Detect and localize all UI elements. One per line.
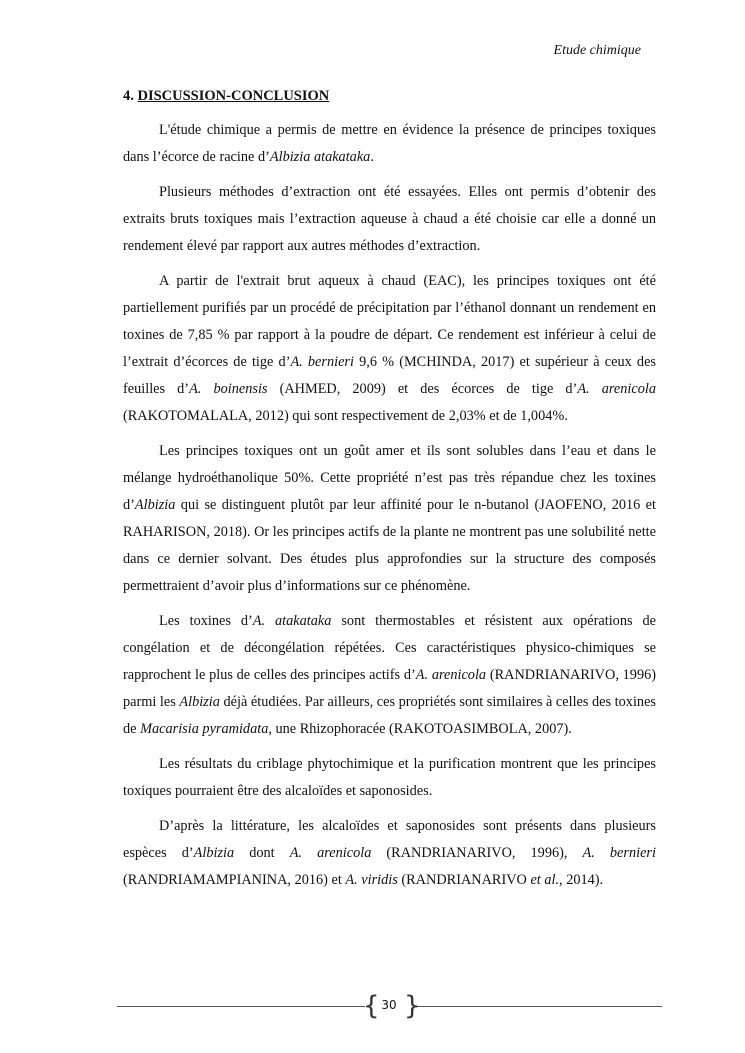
body-text	[123, 117, 656, 902]
species-name: A. atakataka	[252, 613, 332, 629]
text-run: Les principes toxiques ont un goût amer et ils sont solubles dans l’eau et dans le mélange hydroéthanolique 50%. Cette propriété n’est pas très répandue chez les toxines d’	[123, 443, 656, 513]
text-run: qui se distinguent plutôt par leur affinité pour le n-butanol (JAOFENO, 2016 et RAHARISON, 2018). Or les principes actifs de la plante ne montrent pas une solubilité nette dans ce dernier solvant. Des études plus approfondies sur la structure des composés permettraient d’avoir plus d’informations sur ce phénomène.	[123, 497, 656, 594]
text-run: (RANDRIANARIVO	[397, 872, 531, 888]
citation-et-al: et al.,	[530, 872, 563, 888]
text-run: Les résultats du criblage phytochimique et la purification montrent que les principes toxiques pourraient être des alcaloïdes et saponosides.	[123, 756, 656, 799]
species-name: Albizia atakataka	[269, 149, 371, 165]
paragraph-2	[123, 179, 656, 260]
paragraph-7	[123, 813, 656, 894]
paragraph-5	[123, 608, 656, 743]
species-name: Albizia	[134, 497, 176, 513]
section-number: 4.	[123, 88, 138, 104]
text-run: déjà étudiées. Par ailleurs, ces propriétés sont similaires à celles des toxines de	[123, 694, 656, 737]
text-run: (RANDRIANARIVO, 1996),	[371, 845, 583, 861]
paragraph-3	[123, 268, 656, 430]
text-run: dont	[234, 845, 290, 861]
species-name: Albizia	[179, 694, 220, 710]
paragraph-6	[123, 751, 656, 805]
text-run: (RANDRIAMAMPIANINA, 2016) et	[123, 872, 346, 888]
text-run: (RAKOTOMALALA, 2012) qui sont respectivement de 2,03% et de 1,004%.	[123, 408, 568, 424]
species-name: A. boinensis	[189, 381, 268, 397]
text-run: D’après la littérature, les alcaloïdes et saponosides sont présents dans plusieurs espèces d’	[123, 818, 656, 861]
page-number: 30	[381, 998, 397, 1012]
species-name: Macarisia pyramidata	[140, 721, 269, 737]
footer-rule-right	[414, 1006, 662, 1007]
species-name: A. viridis	[345, 872, 398, 888]
running-header: Etude chimique	[553, 43, 641, 58]
text-run: (RANDRIANARIVO, 1996) parmi les	[123, 667, 657, 710]
text-run: 9,6 % (MCHINDA, 2017) et supérieur à ceux des feuilles d’	[123, 354, 656, 397]
text-run: L'étude chimique a permis de mettre en évidence la présence de principes toxiques dans l’écorce de racine d’	[123, 122, 656, 165]
text-run: (AHMED, 2009) et des écorces de tige d’	[267, 381, 578, 397]
left-brace-ornament: {	[363, 991, 380, 1021]
text-run: A partir de l'extrait brut aqueux à chaud (EAC), les principes toxiques ont été partiellement purifiés par un procédé de précipitation par l’éthanol donnant un rendement en toxines de 7,85 % par rapport à la poudre de départ. Ce rendement est inférieur à celui de l’extrait d’écorces de tige d’	[123, 273, 656, 370]
text-run: , une Rhizophoracée (RAKOTOASIMBOLA, 2007).	[268, 721, 572, 737]
text-run: .	[370, 149, 374, 165]
species-name: A. arenicola	[577, 381, 656, 397]
section-title: DISCUSSION-CONCLUSION	[137, 88, 330, 104]
paragraph-1	[123, 117, 656, 171]
footer-rule-left	[117, 1006, 365, 1007]
paragraph-4	[123, 438, 656, 600]
text-run: Plusieurs méthodes d’extraction ont été essayées. Elles ont permis d’obtenir des extraits bruts toxiques mais l’extraction aqueuse à chaud a été choisie car elle a donné un rendement élevé par rapport aux autres méthodes d’extraction.	[123, 184, 656, 254]
text-run: 2014).	[562, 872, 604, 888]
text-run: sont thermostables et résistent aux opérations de congélation et de décongélation répétées. Ces caractéristiques physico-chimiques se rapprochent le plus de celles des principes actifs d’	[123, 613, 656, 683]
text-run: Les toxines d’	[159, 613, 253, 629]
species-name: A. arenicola	[415, 667, 487, 683]
species-name: A. bernieri	[290, 354, 354, 370]
section-heading	[123, 88, 329, 105]
species-name: Albizia	[193, 845, 235, 861]
species-name: A. arenicola	[289, 845, 372, 861]
species-name: A. bernieri	[582, 845, 656, 861]
right-brace-ornament: }	[404, 991, 421, 1021]
